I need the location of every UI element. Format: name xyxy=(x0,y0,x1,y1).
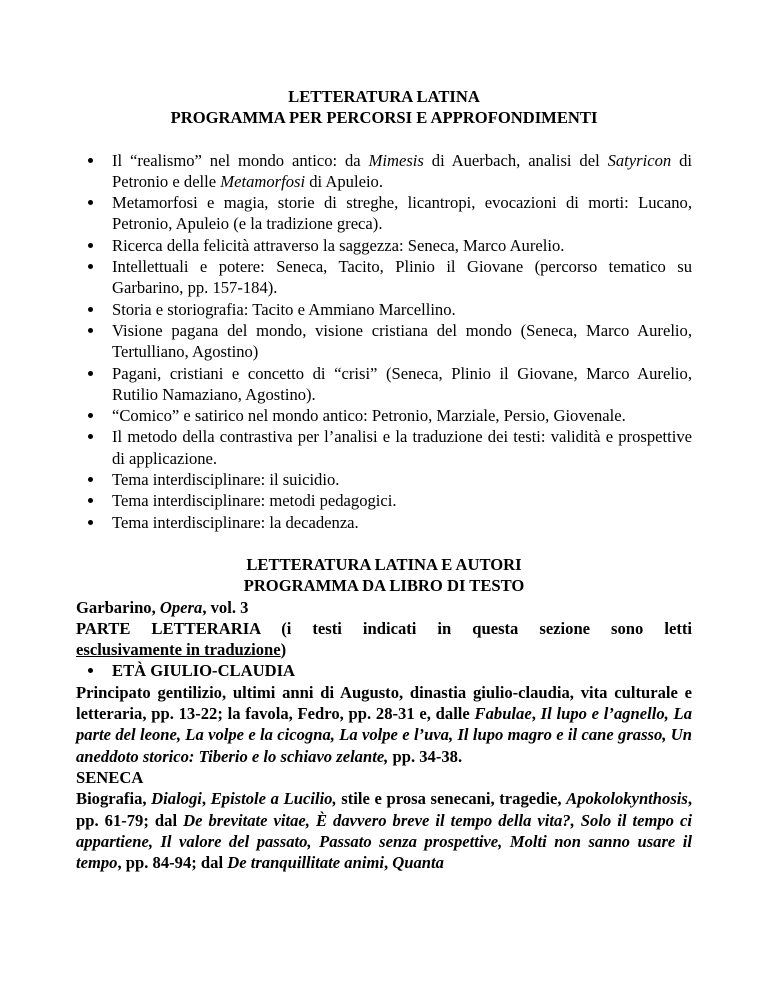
list-item: Intellettuali e potere: Seneca, Tacito, Plinio il Giovane (percorso tematico su Garbarino, pp. 157-184). xyxy=(76,256,692,299)
list-item: “Comico” e satirico nel mondo antico: Petronio, Marziale, Persio, Giovenale. xyxy=(76,405,692,426)
section-2-title-line-2: PROGRAMMA DA LIBRO DI TESTO xyxy=(243,576,525,596)
era-paragraph: Principato gentilizio, ultimi anni di Augusto, dinastia giulio-claudia, vita culturale e letteraria, pp. 13-22; la favola, Fedro, pp. 28-31 e, dalle Fabulae, Il lupo e l’agnello, La parte del leone, La volpe e la cicogna, La volpe e l’uva, Il lupo magro e il cane grasso, Un aneddoto storico: Tiberio e lo schiavo zelante, pp. 34-38. xyxy=(76,682,692,766)
list-item: Il “realismo” nel mondo antico: da Mimesis di Auerbach, analisi del Satyricon di Petronio e delle Metamorfosi di Apuleio. xyxy=(76,150,692,193)
section-2-title-line-1: LETTERATURA LATINA E AUTORI xyxy=(246,554,522,574)
list-item: Tema interdisciplinare: metodi pedagogici. xyxy=(76,490,692,511)
list-item: Visione pagana del mondo, visione cristiana del mondo (Seneca, Marco Aurelio, Tertulliano, Agostino) xyxy=(76,320,692,363)
list-item: Storia e storiografia: Tacito e Ammiano Marcellino. xyxy=(76,299,692,320)
list-item: Il metodo della contrastiva per l’analisi e la traduzione dei testi: validità e prospettive di applicazione. xyxy=(76,426,692,469)
parte-letteraria-note: esclusivamente in traduzione) xyxy=(76,640,287,660)
textbook-reference: Garbarino, Opera, vol. 3 xyxy=(76,597,249,617)
seneca-paragraph: Biografia, Dialogi, Epistole a Lucilio, stile e prosa senecani, tragedie, Apokolokynthosis, pp. 61-79; dal De brevitate vitae, È davvero breve il tempo della vita?, Solo il tempo ci appartiene, Il valore del passato, Passato senza prospettive, Molti non sanno usare il tempo, pp. 84-94; dal De tranquillitate animi, Quanta xyxy=(76,789,692,873)
parte-letteraria-line: PARTE LETTERARIA (i testi indicati in questa sezione sono letti xyxy=(76,618,692,638)
topics-list xyxy=(76,150,692,533)
section-2-title xyxy=(76,554,692,597)
list-item: Metamorfosi e magia, storie di streghe, licantropi, evocazioni di morti: Lucano, Petronio, Apuleio (e la tradizione greca). xyxy=(76,192,692,235)
title-line-2: PROGRAMMA PER PERCORSI E APPROFONDIMENTI xyxy=(170,108,598,128)
title-line-1: LETTERATURA LATINA xyxy=(288,87,480,106)
list-item: Ricerca della felicità attraverso la saggezza: Seneca, Marco Aurelio. xyxy=(76,235,692,256)
era-bullet: ETÀ GIULIO-CLAUDIA xyxy=(76,660,692,681)
seneca-heading: SENECA xyxy=(76,767,144,787)
list-item: Pagani, cristiani e concetto di “crisi” (Seneca, Plinio il Giovane, Marco Aurelio, Rutilio Namaziano, Agostino). xyxy=(76,363,692,406)
page-title xyxy=(76,86,692,129)
list-item: Tema interdisciplinare: la decadenza. xyxy=(76,512,692,533)
list-item: Tema interdisciplinare: il suicidio. xyxy=(76,469,692,490)
